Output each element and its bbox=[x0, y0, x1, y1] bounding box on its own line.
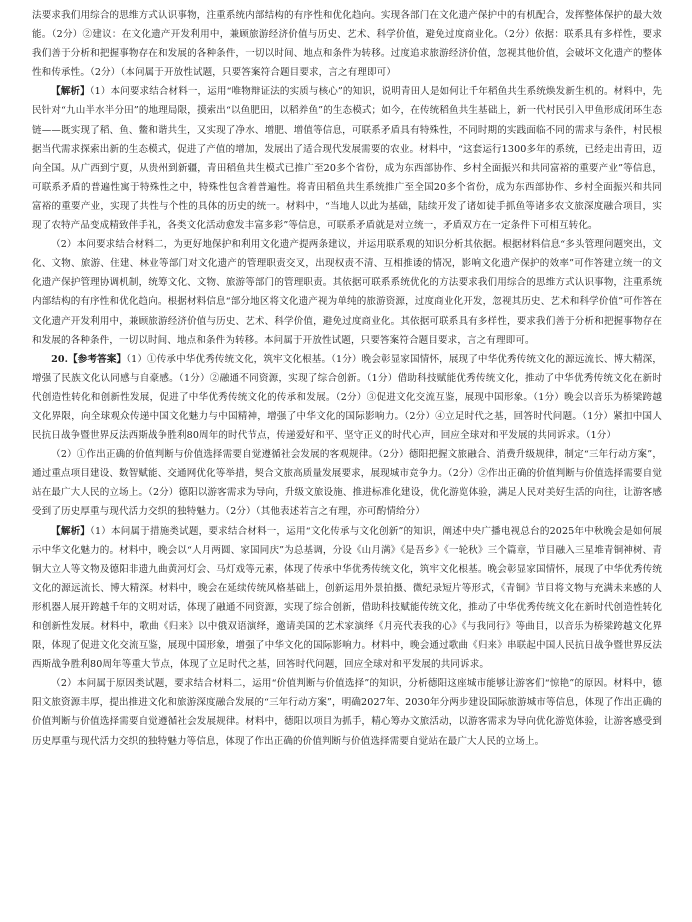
section-label: 【解析】 bbox=[51, 86, 90, 98]
paragraph-4 bbox=[32, 350, 662, 445]
paragraph-text: （1）①传承中华优秀传统文化，筑牢文化根基。（1分）晚会彰显家国情怀，展现了中华优秀传统文化的源远流长、博大精深，增强了民族文化认同感与自豪感。（1分）②融通不同资源，实现了综合创新。（1分）借助科技赋能优秀传统文化，推动了中华优秀传统文化在新时代创造性转化和创新性发展，促进了中华优秀传统文化的传承和发展。（2分）③促进文化交流互鉴，展现中国形象。（1分）晚会以音乐为桥梁跨越文化界限，向全球观众传递中国文化魅力与中国精神，增强了中华文化的国际影响力。（2分）④立足时代之基，回答时代问题。（1分）紧扣中国人民抗日战争暨世界反法西斯战争胜利80周年的时代节点，传递爱好和平、坚守正义的时代心声，回应全球对和平发展的共同诉求。（1分） bbox=[32, 353, 662, 442]
paragraph-2 bbox=[32, 82, 662, 235]
paragraph-7 bbox=[32, 674, 662, 750]
section-label: 【解析】 bbox=[51, 525, 91, 537]
section-label: 20.【参考答案】 bbox=[51, 353, 127, 365]
paragraph-1 bbox=[32, 6, 662, 82]
paragraph-5 bbox=[32, 445, 662, 521]
paragraph-text: （2）本问属于原因类试题，要求结合材料二，运用“价值判断与价值选择”的知识，分析德阳这座城市能够让游客们“惊艳”的原因。材料中，德阳文旅资源丰厚，提出推进文化和旅游深度融合发展的“三年行动方案”，明确2027年、2030年分两步建设国际旅游城市等信息，体现了作出正确的价值判断与价值选择需要自觉遵循社会发展规律。材料中，德阳以项目为抓手，精心筹办文旅活动，以游客需求为导向优化游览体验，让游客感受到历史厚重与现代活力交织的独特魅力等信息，体现了作出正确的价值判断与价值选择需要自觉站在最广大人民的立场上。 bbox=[32, 678, 662, 747]
paragraph-text: （1）本问属于措施类试题，要求结合材料一，运用“文化传承与文化创新”的知识，阐述中央广播电视总台的2025年中秋晚会是如何展示中华文化魅力的。材料中，晚会以“人月两圆、家国同庆”为总基调，分设《山月满》《是吾乡》《一轮秋》三个篇章，节目融入三星堆青铜神树、青铜大立人等文物及德阳非遗九曲黄河灯会、马灯戏等元素，体现了传承中华优秀传统文化，筑牢文化根基。晚会彰显家国情怀，展现了中华优秀传统文化的源远流长、博大精深。材料中，晚会在延续传统风格基础上，创新运用外景拍摄、微纪录短片等形式，《青铜》节目将文物与充满未来感的人形机器人展开跨越千年的文明对话，体现了融通不同资源，实现了综合创新，借助科技赋能传统文化，推动了中华优秀传统文化在新时代创造性转化和创新性发展。材料中，歌曲《归来》以中俄双语演绎，邀请美国的艺术家演绎《月亮代表我的心》《与我同行》等曲目，以音乐为桥梁跨越文化界限，体现了促进文化交流互鉴，展现中国形象，增强了中华文化的国际影响力。材料中，晚会通过歌曲《归来》串联起中国人民抗日战争暨世界反法西斯战争胜利80周年等重大节点，体现了立足时代之基，回答时代问题，回应全球对和平发展的共同诉求。 bbox=[32, 525, 662, 671]
paragraph-text: 法要求我们用综合的思维方式认识事物，注重系统内部结构的有序性和优化趋向。实现各部门在文化遗产保护中的有机配合，发挥整体保护的最大效能。（2分）②建议：在文化遗产开发利用中，兼顾旅游经济价值与历史、艺术、科学价值，避免过度商业化。（2分）依据：联系具有多样性，要求我们善于分析和把握事物存在和发展的各种条件，一切以时间、地点和条件为转移。过度追求旅游经济价值，忽视其他价值，会破坏文化遗产的整体性和传承性。（2分）（本问属于开放性试题，只要答案符合题目要求，言之有理即可） bbox=[32, 10, 662, 79]
paragraph-6 bbox=[32, 522, 662, 675]
paragraph-text: （2）①作出正确的价值判断与价值选择需要自觉遵循社会发展的客观规律。（2分）德阳把握文旅融合、消费升级规律，制定“三年行动方案”，通过重点项目建设、数智赋能、交通网优化等举措，契合文旅高质量发展要求，展现城市竞争力。（2分）②作出正确的价值判断与价值选择需要自觉站在最广大人民的立场上。（2分）德阳以游客需求为导向，升级文旅设施、推进标准化建设，优化游览体验，满足人民对美好生活的向往，让游客感受到了历史厚重与现代活力交织的独特魅力。（2分）（其他表述若言之有理，亦可酌情给分） bbox=[32, 449, 662, 518]
paragraph-text: （2）本问要求结合材料二，为更好地保护和利用文化遗产提两条建议，并运用联系观的知识分析其依据。根据材料信息“多头管理问题突出，文化、文物、旅游、住建、林业等部门对文化遗产的管理职责交叉，出现权责不清、互相推诿的情况，影响文化遗产保护的效率”可作答建立统一的文化遗产保护管理协调机制，统筹文化、文物、旅游等部门的管理职责。其依据可联系系统优化的方法要求我们用综合的思维方式认识事物，注重系统内部结构的有序性和优化趋向。根据材料信息“部分地区将文化遗产视为单纯的旅游资源，过度商业化开发，忽视其历史、艺术和科学价值”可作答在文化遗产开发利用中，兼顾旅游经济价值与历史、艺术、科学价值，避免过度商业化。其依据可联系具有多样性，要求我们善于分析和把握事物存在和发展的各种条件，一切以时间、地点和条件为转移。本问属于开放性试题，只要答案符合题目要求，言之有理即可。 bbox=[32, 239, 662, 346]
paragraph-text: （1）本问要求结合材料一，运用“唯物辩证法的实质与核心”的知识，说明青田人是如何让千年稻鱼共生系统焕发新生机的。材料中，先民针对“九山半水半分田”的地理局限，摸索出“以鱼肥田，以稻养鱼”的生态模式；如今，在传统稻鱼共生基础上，新一代村民引入甲鱼形成闭环生态链——既实现了稻、鱼、鳖和谐共生，又实现了净水、增肥、增值等信息，可联系矛盾具有特殊性，不同时期的实践面临不同的需求与条件，村民根据当代需求探索出新的生态模式，促进了产值的增加，发展出了适合现代发展需要的农业。材料中，“这套运行1300多年的系统，已经走出青田，迈向全国。从广西到宁夏，从贵州到新疆，青田稻鱼共生模式已推广至20多个省份，成为东西部协作、乡村全面振兴和共同富裕的重要产业”等信息，可联系矛盾的普遍性寓于特殊性之中，特殊性包含着普遍性。将青田稻鱼共生系统推广至全国20多个省份，成为东西部协作、乡村全面振兴和共同富裕的重要产业，实现了共性与个性的具体的历史的统一。材料中，“当地人以此为基础，陆续开发了诸如徒手抓鱼等诸多农文旅深度融合项目，实现了农特产品变成精致伴手礼，各类文化活动愈发丰富多彩”等信息，可联系矛盾就是对立统一，矛盾双方在一定条件下可相互转化。 bbox=[32, 86, 663, 232]
paragraph-3 bbox=[32, 235, 662, 350]
